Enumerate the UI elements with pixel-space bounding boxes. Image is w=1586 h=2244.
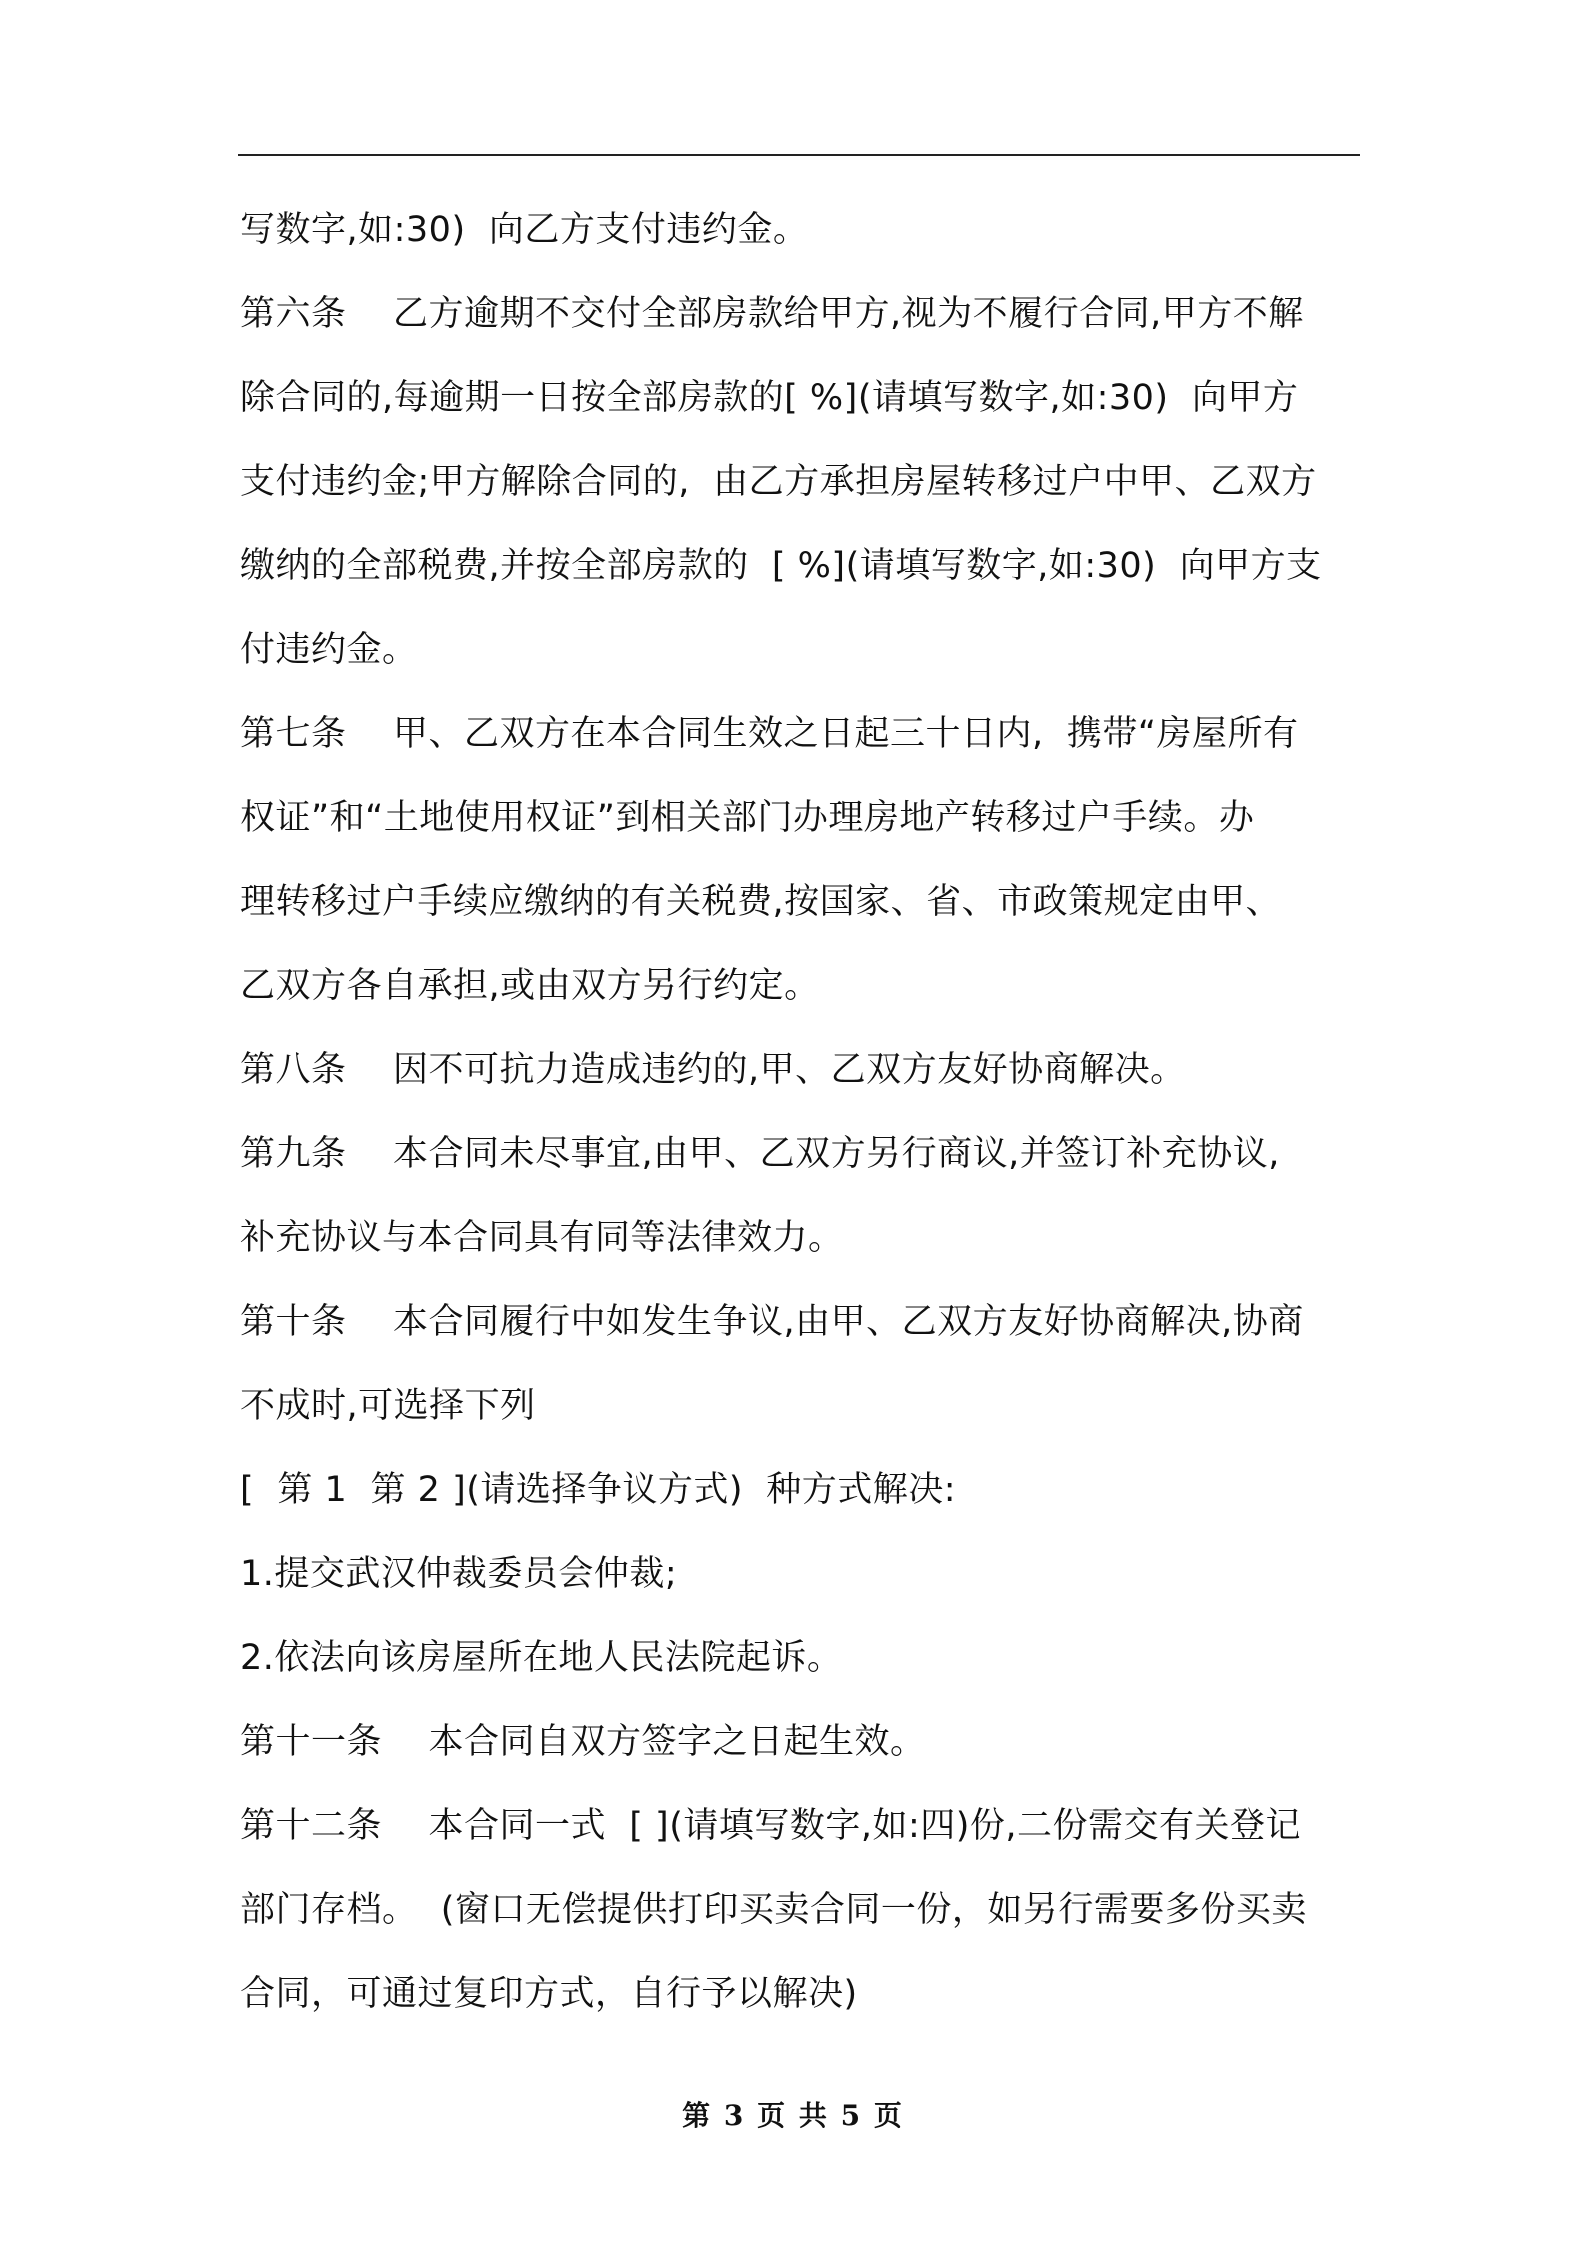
article-12-line: 第十二条 本合同一式 [ ](请填写数字,如:四)份,二份需交有关登记	[240, 1806, 1302, 1846]
text-line: 部门存档。 (窗口无偿提供打印买卖合同一份，如另行需要多份买卖	[240, 1890, 1307, 1930]
article-6-line: 第六条 乙方逾期不交付全部房款给甲方,视为不履行合同,甲方不解	[240, 294, 1304, 334]
list-item: 2.依法向该房屋所在地人民法院起诉。	[240, 1638, 843, 1678]
page-number: 第 3 页 共 5 页	[682, 2099, 904, 2132]
text-line: 不成时,可选择下列	[240, 1386, 536, 1426]
text-line: 合同，可通过复印方式，自行予以解决)	[240, 1974, 858, 2014]
text-line: 缴纳的全部税费,并按全部房款的 [ %](请填写数字,如:30) 向甲方支	[240, 546, 1322, 586]
text-line: 乙双方各自承担,或由双方另行约定。	[240, 966, 820, 1006]
text-line: 写数字,如:30) 向乙方支付违约金。	[240, 210, 809, 250]
list-item: 1.提交武汉仲裁委员会仲裁;	[240, 1554, 678, 1594]
article-10-line: 第十条 本合同履行中如发生争议,由甲、乙双方友好协商解决,协商	[240, 1302, 1304, 1342]
text-line: 权证”和“土地使用权证”到相关部门办理房地产转移过户手续。办	[240, 798, 1255, 838]
text-line: 理转移过户手续应缴纳的有关税费,按国家、省、市政策规定由甲、	[240, 882, 1282, 922]
text-line: 付违约金。	[240, 630, 418, 670]
header-rule	[238, 154, 1360, 156]
text-line: 除合同的,每逾期一日按全部房款的[ %](请填写数字,如:30) 向甲方	[240, 378, 1299, 418]
text-line: 补充协议与本合同具有同等法律效力。	[240, 1218, 844, 1258]
text-line: 支付违约金;甲方解除合同的, 由乙方承担房屋转移过户中甲、乙双方	[240, 462, 1317, 502]
article-7-line: 第七条 甲、乙双方在本合同生效之日起三十日内, 携带“房屋所有	[240, 714, 1299, 754]
article-9-line: 第九条 本合同未尽事宜,由甲、乙双方另行商议,并签订补充协议,	[240, 1134, 1280, 1174]
article-8-line: 第八条 因不可抗力造成违约的,甲、乙双方友好协商解决。	[240, 1050, 1186, 1090]
article-11-line: 第十一条 本合同自双方签字之日起生效。	[240, 1722, 926, 1762]
contract-body	[240, 188, 1360, 2036]
text-line: [ 第 1 第 2 ](请选择争议方式) 种方式解决:	[240, 1470, 957, 1510]
